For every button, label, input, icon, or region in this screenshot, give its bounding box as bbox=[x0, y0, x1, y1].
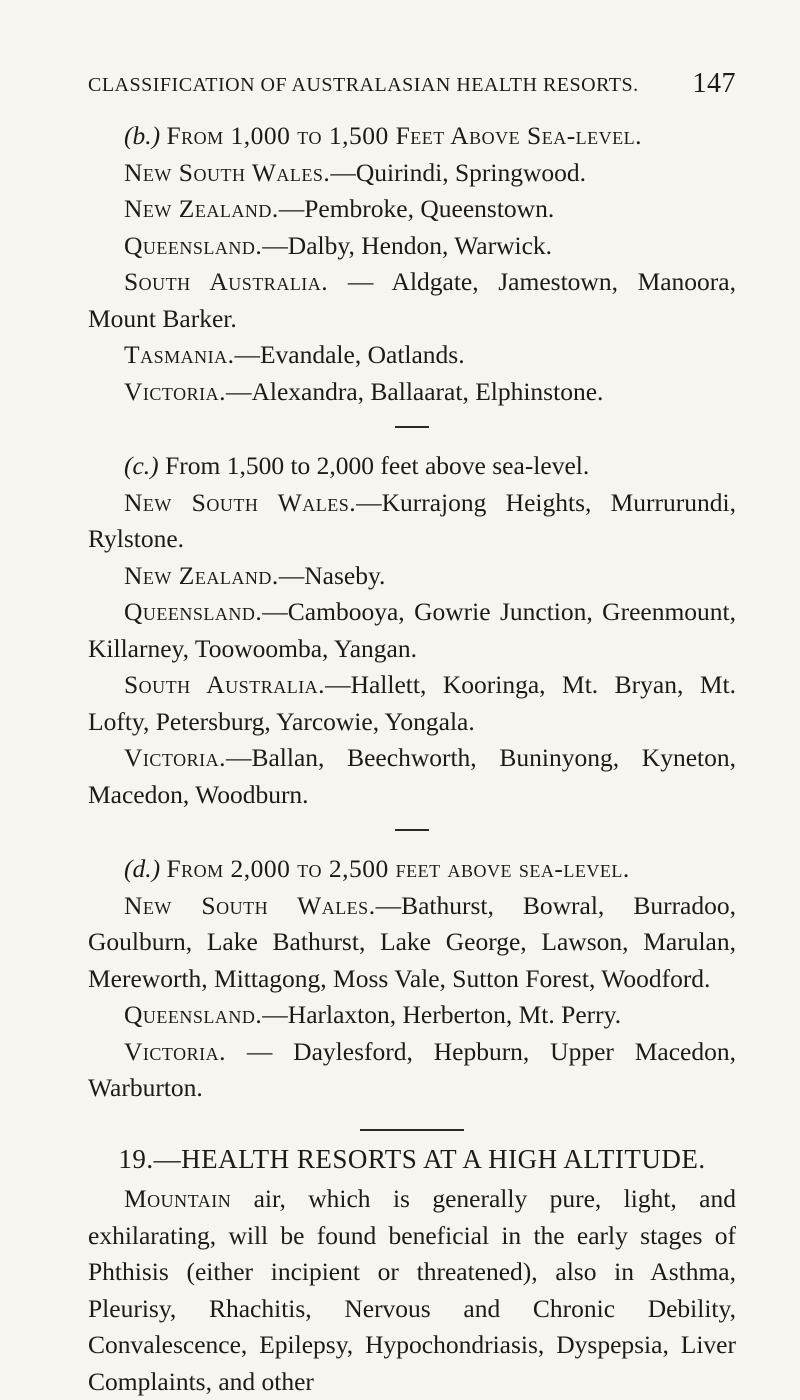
section-c-entry bbox=[88, 485, 736, 558]
section-b-entry bbox=[88, 264, 736, 337]
section-divider bbox=[395, 829, 429, 831]
place-list: —Hallett, Kooringa, Mt. Bryan, Mt. Lofty, Petersburg, Yarcowie, Yongala. bbox=[88, 670, 736, 736]
place-list: —Evandale, Oatlands. bbox=[234, 340, 465, 369]
region-name: New South Wales. bbox=[124, 487, 357, 517]
region-name: Tasmania. bbox=[124, 340, 235, 369]
section-19-paragraph bbox=[88, 1181, 736, 1400]
place-list: —Quirindi, Springwood. bbox=[330, 157, 587, 187]
section-c-entry bbox=[88, 594, 736, 667]
section-d-heading bbox=[88, 851, 736, 888]
section-b-entry bbox=[88, 337, 736, 374]
place-list: —Dalby, Hendon, Warwick. bbox=[262, 230, 553, 260]
region-name: Queensland. bbox=[124, 597, 263, 626]
region-name: Queensland. bbox=[124, 1000, 263, 1029]
section-d-title: From 2,000 to 2,500 feet above sea-level. bbox=[166, 854, 630, 883]
section-c-title: From 1,500 to 2,000 feet above sea-level. bbox=[165, 451, 590, 480]
section-19-title: 19.—HEALTH RESORTS AT A HIGH ALTITUDE. bbox=[118, 1143, 706, 1174]
section-d-marker: (d.) bbox=[124, 854, 161, 883]
running-header-title: CLASSIFICATION OF AUSTRALASIAN HEALTH RESORTS. bbox=[88, 74, 639, 96]
place-list: —Naseby. bbox=[278, 560, 386, 590]
section-c-entry bbox=[88, 667, 736, 740]
section-c-entry bbox=[88, 740, 736, 813]
place-list: —Cambooya, Gowrie Junction, Greenmount, Killarney, Toowoomba, Yangan. bbox=[88, 597, 736, 663]
running-header bbox=[88, 68, 736, 99]
page-body bbox=[88, 118, 736, 1400]
region-name: New Zealand. bbox=[124, 194, 279, 223]
region-name: Queensland. bbox=[124, 230, 263, 260]
region-name: New South Wales. bbox=[124, 157, 331, 187]
section-d-entry bbox=[88, 997, 736, 1034]
section-c-heading bbox=[88, 448, 736, 485]
section-b-entry bbox=[88, 155, 736, 192]
region-name: South Australia. bbox=[124, 267, 329, 296]
place-list: —Harlaxton, Herberton, Mt. Perry. bbox=[262, 1000, 622, 1029]
region-name: Victoria. bbox=[124, 376, 226, 406]
place-list: — Daylesford, Hepburn, Upper Macedon, Warburton. bbox=[88, 1036, 736, 1102]
section-b-heading bbox=[88, 118, 736, 155]
region-name: Victoria. bbox=[124, 743, 226, 772]
region-name: New South Wales. bbox=[124, 890, 376, 920]
paragraph-text: air, which is generally pure, light, and exhilarating, will be found beneficial in the early stages of Phthisis (either incipient or threatened), also in Asthma, Pleurisy, Rhachitis, Nervous and Chronic Debility, Convalescence, Epilepsy, Hypochondriasis, Dyspepsia, Liver Complaints, and other bbox=[88, 1184, 736, 1396]
page-number: 147 bbox=[692, 68, 736, 99]
place-list: — Aldgate, Jamestown, Manoora, Mount Barker. bbox=[88, 267, 736, 333]
place-list: —Kurrajong Heights, Murrurundi, Rylstone. bbox=[88, 487, 736, 553]
place-list: —Pembroke, Queenstown. bbox=[278, 194, 555, 223]
place-list: —Bathurst, Bowral, Burradoo, Goulburn, Lake Bathurst, Lake George, Lawson, Marulan, Mereworth, Mittagong, Moss Vale, Sutton Forest, Woodford. bbox=[88, 890, 736, 993]
chapter-divider bbox=[360, 1129, 464, 1131]
section-b-entry bbox=[88, 374, 736, 411]
place-list: —Ballan, Beechworth, Buninyong, Kyneton, Macedon, Woodburn. bbox=[88, 743, 736, 809]
section-b-entry bbox=[88, 191, 736, 228]
section-d-entry bbox=[88, 888, 736, 998]
section-c-marker: (c.) bbox=[124, 451, 159, 480]
section-divider bbox=[395, 426, 429, 428]
region-name: New Zealand. bbox=[124, 560, 279, 590]
place-list: —Alexandra, Ballaarat, Elphinstone. bbox=[225, 376, 604, 406]
section-b-marker: (b.) bbox=[124, 121, 161, 150]
paragraph-lead-word: Mountain bbox=[124, 1184, 232, 1213]
region-name: Victoria. bbox=[124, 1036, 226, 1066]
section-d-entry bbox=[88, 1034, 736, 1107]
section-c-entry bbox=[88, 558, 736, 595]
section-b-entry bbox=[88, 228, 736, 265]
section-b-title: From 1,000 to 1,500 Feet Above Sea-level. bbox=[166, 121, 643, 150]
region-name: South Australia. bbox=[124, 670, 326, 699]
